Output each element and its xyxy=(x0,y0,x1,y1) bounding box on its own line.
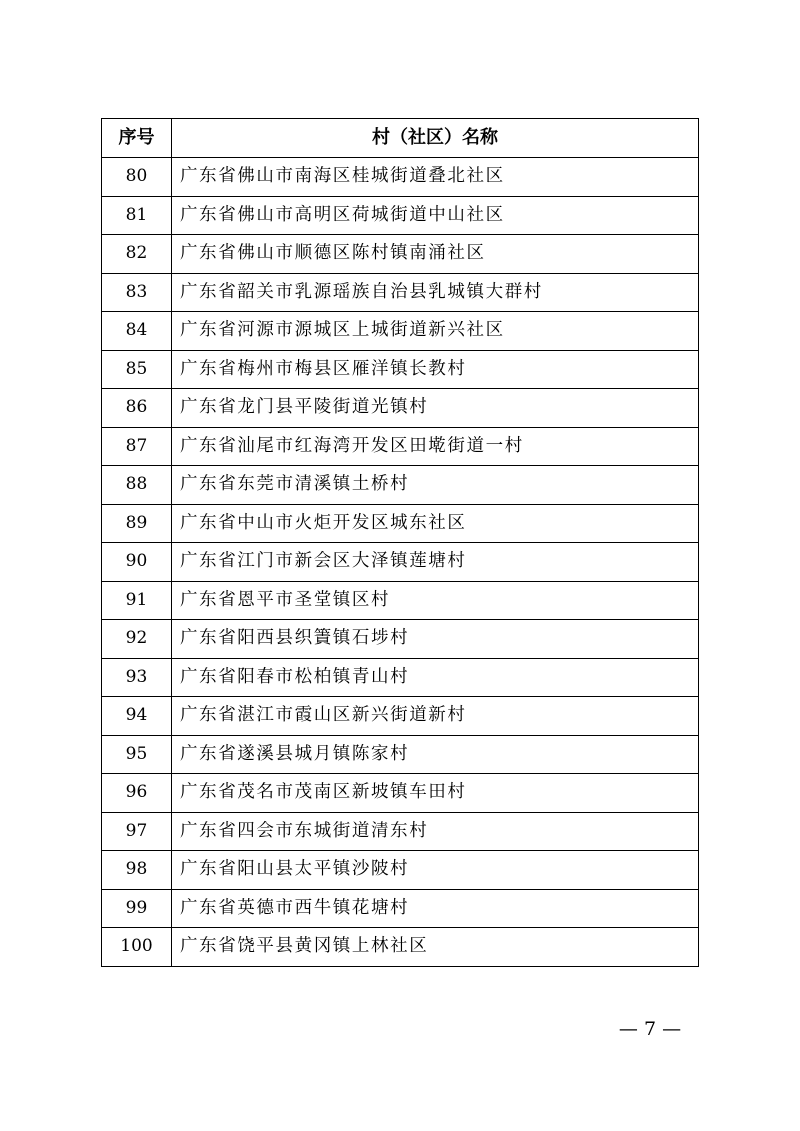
row-serial-number: 88 xyxy=(102,466,172,505)
table-row xyxy=(102,504,699,543)
row-serial-number: 96 xyxy=(102,774,172,813)
table-row xyxy=(102,196,699,235)
row-serial-number: 93 xyxy=(102,658,172,697)
row-village-name: 广东省阳春市松柏镇青山村 xyxy=(172,658,699,697)
row-village-name: 广东省梅州市梅县区雁洋镇长教村 xyxy=(172,350,699,389)
row-serial-number: 80 xyxy=(102,158,172,197)
row-serial-number: 98 xyxy=(102,851,172,890)
table-row xyxy=(102,620,699,659)
row-serial-number: 100 xyxy=(102,928,172,967)
row-village-name: 广东省韶关市乳源瑶族自治县乳城镇大群村 xyxy=(172,273,699,312)
row-village-name: 广东省中山市火炬开发区城东社区 xyxy=(172,504,699,543)
row-serial-number: 84 xyxy=(102,312,172,351)
table-header-row xyxy=(102,119,699,158)
table-row xyxy=(102,658,699,697)
row-village-name: 广东省湛江市霞山区新兴街道新村 xyxy=(172,697,699,736)
table-row xyxy=(102,350,699,389)
table-row xyxy=(102,581,699,620)
row-village-name: 广东省佛山市顺德区陈村镇南涌社区 xyxy=(172,235,699,274)
row-serial-number: 90 xyxy=(102,543,172,582)
table-row xyxy=(102,389,699,428)
row-village-name: 广东省东莞市清溪镇土桥村 xyxy=(172,466,699,505)
table-row xyxy=(102,697,699,736)
row-serial-number: 82 xyxy=(102,235,172,274)
row-serial-number: 86 xyxy=(102,389,172,428)
row-village-name: 广东省遂溪县城月镇陈家村 xyxy=(172,735,699,774)
row-serial-number: 81 xyxy=(102,196,172,235)
row-serial-number: 99 xyxy=(102,889,172,928)
table-row xyxy=(102,158,699,197)
table-row xyxy=(102,928,699,967)
row-serial-number: 85 xyxy=(102,350,172,389)
row-village-name: 广东省恩平市圣堂镇区村 xyxy=(172,581,699,620)
table-row xyxy=(102,543,699,582)
header-village-name: 村（社区）名称 xyxy=(172,119,699,158)
table-row xyxy=(102,235,699,274)
table-row xyxy=(102,735,699,774)
row-village-name: 广东省四会市东城街道清东村 xyxy=(172,812,699,851)
table-row xyxy=(102,466,699,505)
row-village-name: 广东省饶平县黄冈镇上林社区 xyxy=(172,928,699,967)
row-village-name: 广东省茂名市茂南区新坡镇车田村 xyxy=(172,774,699,813)
table-body xyxy=(102,158,699,967)
row-village-name: 广东省阳山县太平镇沙陂村 xyxy=(172,851,699,890)
row-village-name: 广东省佛山市南海区桂城街道叠北社区 xyxy=(172,158,699,197)
village-list-table xyxy=(101,118,699,967)
row-serial-number: 91 xyxy=(102,581,172,620)
row-village-name: 广东省河源市源城区上城街道新兴社区 xyxy=(172,312,699,351)
row-serial-number: 94 xyxy=(102,697,172,736)
table-row xyxy=(102,851,699,890)
row-village-name: 广东省英德市西牛镇花塘村 xyxy=(172,889,699,928)
header-serial-number: 序号 xyxy=(102,119,172,158)
row-village-name: 广东省汕尾市红海湾开发区田墘街道一村 xyxy=(172,427,699,466)
row-village-name: 广东省阳西县织簀镇石埗村 xyxy=(172,620,699,659)
table-row xyxy=(102,273,699,312)
table-row xyxy=(102,312,699,351)
page-number: — 7 — xyxy=(618,1018,682,1040)
row-serial-number: 89 xyxy=(102,504,172,543)
table-row xyxy=(102,774,699,813)
row-village-name: 广东省江门市新会区大泽镇莲塘村 xyxy=(172,543,699,582)
table-row xyxy=(102,889,699,928)
row-serial-number: 83 xyxy=(102,273,172,312)
row-village-name: 广东省佛山市高明区荷城街道中山社区 xyxy=(172,196,699,235)
row-serial-number: 97 xyxy=(102,812,172,851)
table-row xyxy=(102,427,699,466)
row-serial-number: 95 xyxy=(102,735,172,774)
row-serial-number: 92 xyxy=(102,620,172,659)
row-village-name: 广东省龙门县平陵街道光镇村 xyxy=(172,389,699,428)
table-row xyxy=(102,812,699,851)
row-serial-number: 87 xyxy=(102,427,172,466)
